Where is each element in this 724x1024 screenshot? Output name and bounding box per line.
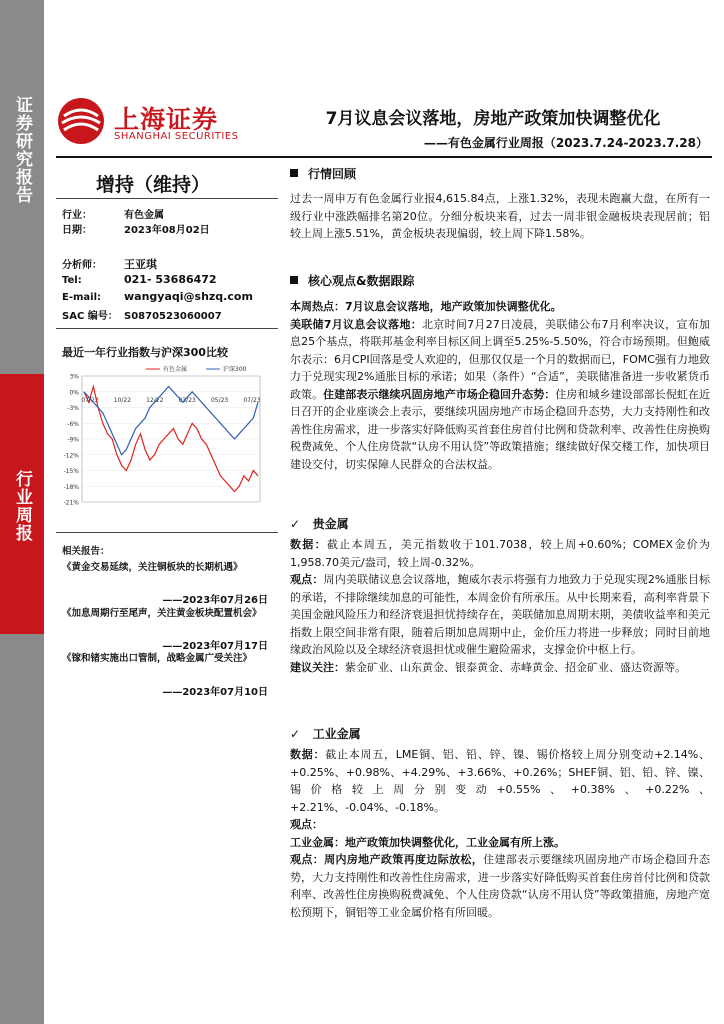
chart-x-tick-label: 12/22: [146, 396, 164, 404]
logo-mark-icon: [56, 96, 106, 146]
chart-y-tick-label: 3%: [69, 373, 79, 381]
section-core-views: [290, 272, 414, 289]
chart-legend-label: 有色金属: [163, 366, 188, 373]
precious-metals-text: [290, 536, 710, 676]
core-views-text: [290, 298, 710, 473]
chart-title: 最近一年行业指数与沪深300比较: [62, 346, 228, 359]
industry-value: 有色金属: [124, 210, 164, 221]
checkmark-icon: ✓: [290, 727, 301, 741]
related-item-2[interactable]: 《加息周期行至尾声，关注黄金板块配置机会》: [62, 608, 262, 619]
chart-divider: [56, 532, 278, 533]
checkmark-icon: ✓: [290, 517, 301, 531]
related-item-1-date: ——2023年07月26日: [162, 595, 268, 606]
chart-y-tick-label: -6%: [67, 420, 79, 428]
analyst-name: 王亚琪: [124, 258, 157, 271]
square-bullet-icon: [290, 169, 298, 177]
sidebar-top-band: [0, 0, 44, 374]
chart-y-tick-label: -21%: [63, 499, 79, 507]
house-text: 住房和城乡建设部部长倪虹在近日召开的企业座谈会上表示，要继续巩固房地产市场企稳回升态势，大力支持刚性和改善性住房需求，进一步落实好降低购买首套住房首付比例和贷款利率、改善性住房换购税费减免、个人住房贷款“认房不用认贷”等政策措施；继续做好保交楼工作，加快项目建设交付，切实保障人民群众的合法权益。: [290, 387, 711, 471]
section-core-views-title: 核心观点&数据跟踪: [308, 274, 415, 288]
section-market-review-title: 行情回顾: [308, 167, 357, 181]
tel-label: Tel:: [62, 275, 82, 286]
hot-text: 7月议息会议落地，地产政策加快调整优化。: [345, 300, 562, 313]
sac-row: [62, 307, 222, 322]
rating-divider: [56, 198, 278, 199]
related-item-2-date: ——2023年07月17日: [162, 641, 268, 652]
square-bullet-icon: [290, 276, 298, 284]
related-item-3-date: ——2023年07月10日: [162, 687, 268, 698]
ind-data-text: 截止本周五，LME铜、铝、铅、锌、镍、锡价格较上周分别变动+2.14%、+0.25%、+0.98%、+4.29%、+3.66%、+0.26%；SHEF铜、铝、铅、锌、镍、锡价格较上周分别变动+0.55%、+0.38%、+0.22%、+2.21%、-0.04%、-0.18%。: [290, 748, 711, 814]
chart-y-tick-label: -3%: [67, 405, 79, 412]
email-value[interactable]: wangyaqi@shzq.com: [124, 290, 253, 303]
section-precious-metals: [290, 515, 349, 532]
sidebar-bottom-band: [0, 634, 44, 1024]
report-subtitle: ——有色金属行业周报（2023.7.24-2023.7.28）: [423, 136, 708, 150]
section-market-review: [290, 165, 356, 182]
house-label: 住建部表示继续巩固房地产市场企稳回升态势：: [323, 387, 556, 401]
ind-view2-bold: 周内房地产政策再度边际放松，: [324, 853, 484, 866]
related-heading: 相关报告：: [62, 546, 110, 557]
industrial-metals-title: 工业金属: [312, 727, 361, 741]
analyst-row: [62, 256, 157, 272]
industry-label: 行业：: [62, 210, 92, 221]
industry-row: [62, 206, 164, 221]
logo-text-en: SHANGHAI SECURITIES: [114, 131, 239, 142]
market-review-text: 过去一周申万有色金属行业报4,615.84点，上涨1.32%，表现未跑赢大盘，在所有一级行业中涨跌幅排名第20位。分细分板块来看，过去一周非银金融板块表现居前；铝较上周上涨5.51%，黄金板块表现偏弱，较上周下降1.58%。: [290, 192, 710, 240]
ind-data-label: 数据：: [290, 748, 326, 761]
analyst-divider: [56, 328, 278, 329]
weekly-label: 行业周报: [12, 470, 32, 542]
fed-text: 北京时间7月27日凌晨，美联储公布7月利率决议，宣布加息25个基点，将联邦基金利率目标区间上调至5.25%-5.50%，符合市场预期。但鲍威尔表示：6月CPI回落是受人欢迎的，但那仅仅是一个月的数据而已，FOMC强有力地致力于兑现实现2%通胀目标的承诺；如果（条件）“合适”，美联储准备进一步收紧货币政策。: [290, 317, 710, 401]
chart-x-tick-label: 07/22: [81, 396, 99, 404]
gold-data-label: 数据：: [290, 538, 327, 551]
header-divider: [56, 156, 712, 158]
report-title: 7月议息会议落地，房地产政策加快调整优化: [325, 109, 661, 129]
ind-conc-text: 地产政策加快调整优化，工业金属有所上涨。: [345, 835, 565, 849]
chart-y-tick-label: -18%: [63, 483, 79, 491]
gold-focus-text: 紫金矿业、山东黄金、银泰黄金、赤峰黄金、招金矿业、盛达资源等。: [345, 660, 686, 674]
logo-text-cn: 上海证券: [114, 105, 219, 134]
chart-y-tick-label: -9%: [67, 436, 79, 444]
sac-value: S0870523060007: [124, 311, 222, 322]
ind-conc-label: 工业金属：: [290, 835, 345, 849]
chart-y-tick-label: 0%: [69, 389, 79, 397]
date-value: 2023年08月02日: [124, 225, 210, 236]
chart-x-tick-label: 05/23: [210, 396, 229, 404]
analyst-label: 分析师：: [62, 260, 102, 271]
ind-view2-text: 住建部表示要继续巩固房地产市场企稳回升态势，大力支持刚性和改善性住房需求，进一步落实好降低购买首套住房首付比例和贷款利率、改善性住房换购税费减免、个人住房贷款“认房不用认贷”等政策措施，房地产宽松预期下，铜铝等工业金属价格有所回暖。: [290, 853, 711, 919]
email-row: [62, 290, 253, 303]
chart-x-tick-label: 10/22: [113, 396, 132, 404]
chart-legend-label: 沪深300: [223, 366, 247, 373]
report-type-label: 证券研究报告: [12, 96, 32, 204]
hot-label: 本周热点：: [290, 300, 345, 313]
precious-metals-title: 贵金属: [312, 517, 349, 531]
ind-view2-label: 观点：: [290, 853, 325, 866]
tel-value: 021- 53686472: [124, 273, 217, 286]
chart-series-line-csi300: [84, 387, 261, 455]
rating: 增持（维持）: [96, 174, 211, 196]
chart-y-tick-label: -12%: [63, 452, 79, 460]
chart-x-tick-label: 03/23: [178, 396, 196, 404]
index-comparison-chart: [56, 362, 266, 512]
section-industrial-metals: [290, 725, 361, 742]
gold-view-label: 观点：: [290, 573, 324, 586]
tel-row: [62, 273, 217, 286]
chart-x-tick-label: 07/23: [243, 396, 261, 404]
fed-label: 美联储7月议息会议落地：: [290, 317, 423, 331]
ind-view-label: 观点：: [290, 818, 323, 831]
gold-data-text: 截止本周五，美元指数收于101.7038，较上周+0.60%；COMEX金价为1,958.70美元/盎司，较上周-0.32%。: [290, 538, 710, 569]
industrial-metals-text: [290, 746, 710, 921]
company-logo: [56, 96, 256, 152]
gold-focus-label: 建议关注：: [290, 660, 345, 674]
sac-label: SAC 编号：: [62, 311, 118, 322]
date-label: 日期：: [62, 225, 92, 236]
gold-view-text: 周内美联储议息会议落地，鲍威尔表示将强有力地致力于兑现实现2%通胀目标的承诺，不排除继续加息的可能性，本周金价有所承压。从中长期来看，高利率背景下美国金融风险压力和经济衰退担忧持续存在，美联储加息周期末期，美债收益率和美元指数上限空间非常有限，随着后期加息周期中止，金价压力将进一步释放；同时目前地缘政治风险以及全球经济衰退担忧或催生避险需求，支撑金价中枢上行。: [290, 573, 710, 656]
date-row: [62, 221, 210, 236]
related-item-3[interactable]: 《镓和锗实施出口管制，战略金属广受关注》: [62, 653, 253, 664]
sidebar-mid-band: [0, 374, 44, 634]
email-label: E-mail:: [62, 292, 102, 303]
related-item-1[interactable]: 《黄金交易延续，关注铜板块的长期机遇》: [62, 562, 243, 573]
chart-y-tick-label: -15%: [63, 468, 79, 475]
